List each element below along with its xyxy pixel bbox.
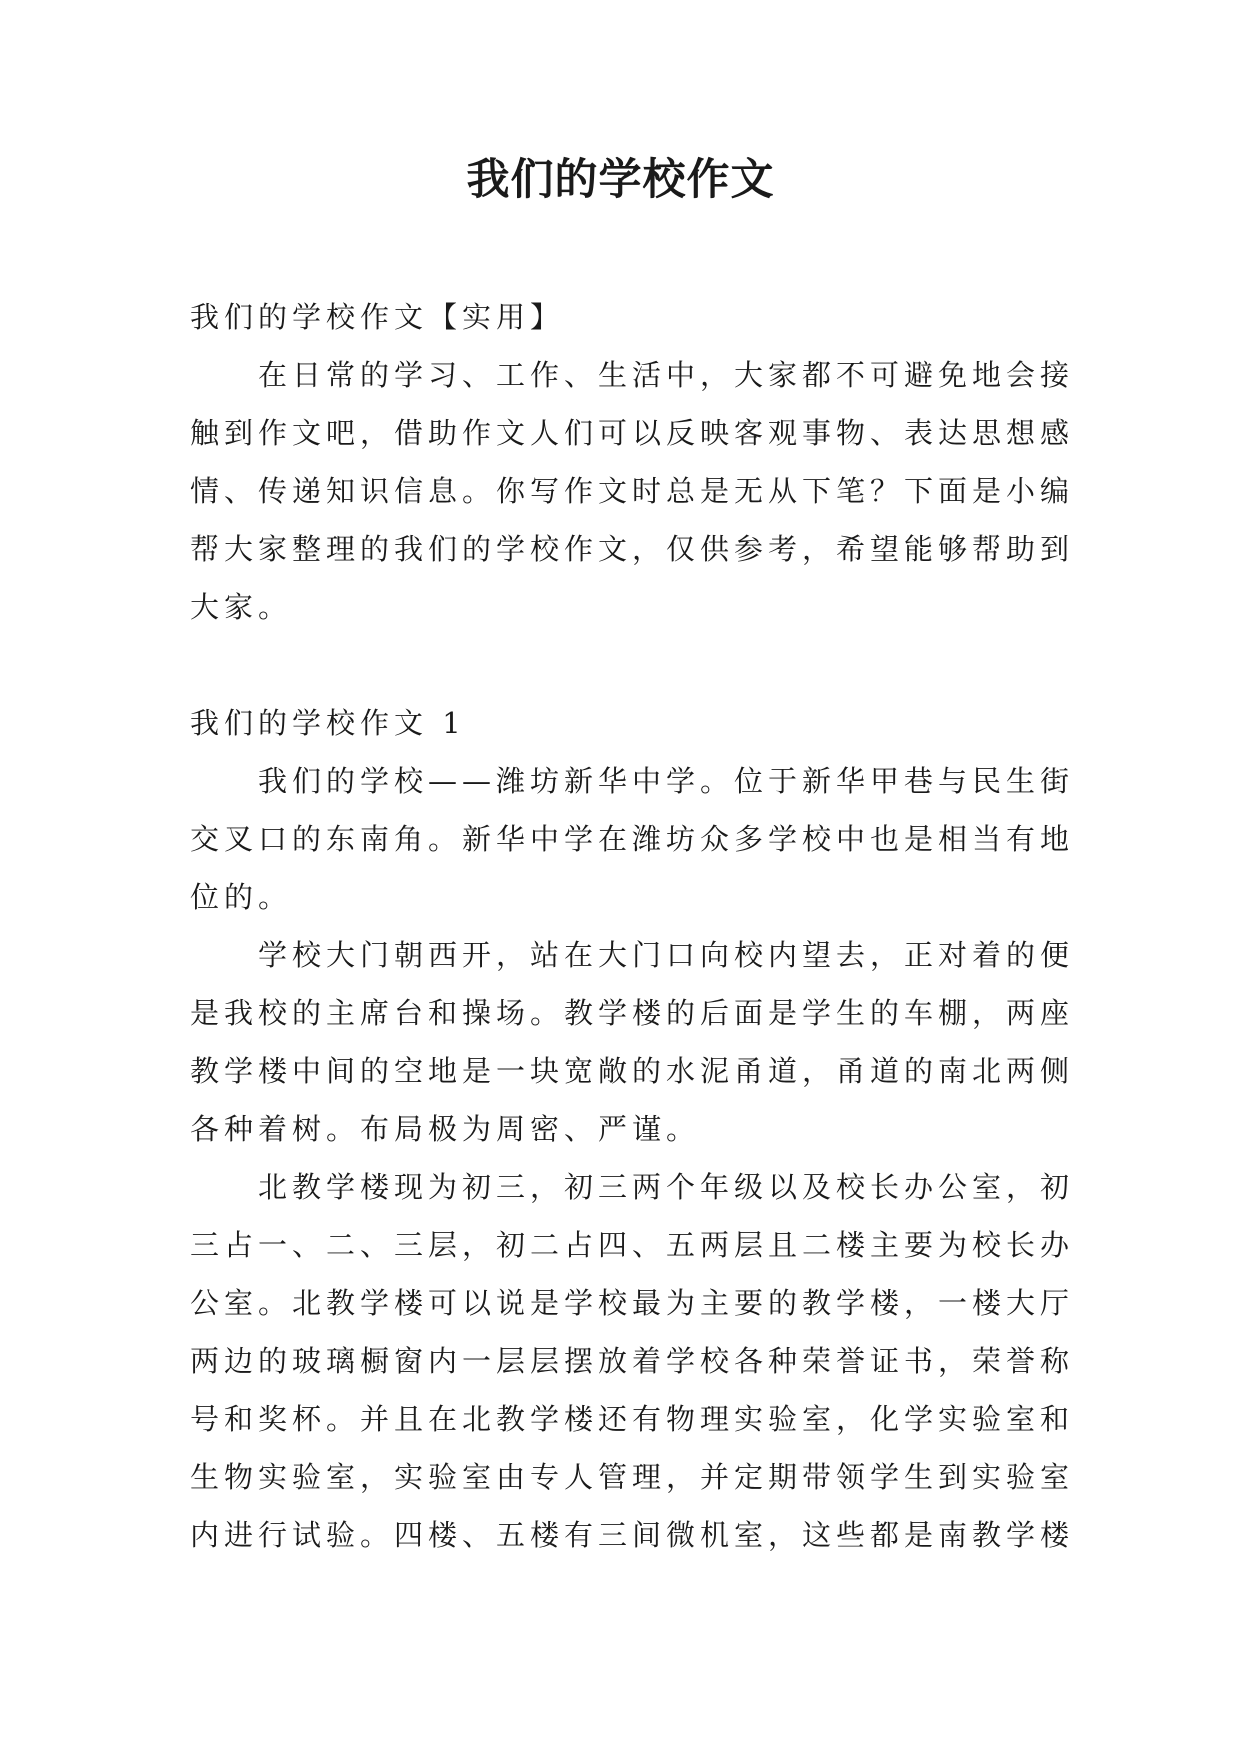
document-body [190,288,1075,1564]
paragraph-2 [190,926,1075,1158]
text-line: 帮大家整理的我们的学校作文，仅供参考，希望能够帮助到 [190,532,1075,566]
text-line: 三占一、二、三层，初二占四、五两层且二楼主要为校长办 [190,1228,1075,1262]
text-line: 情、传递知识信息。你写作文时总是无从下笔？下面是小编 [190,474,1075,508]
text-line: 北教学楼现为初三，初三两个年级以及校长办公室，初 [258,1170,1075,1204]
text-line: 触到作文吧，借助作文人们可以反映客观事物、表达思想感 [190,416,1075,450]
text-line: 在日常的学习、工作、生活中，大家都不可避免地会接 [258,358,1075,392]
text-line: 各种着树。布局极为周密、严谨。 [190,1112,701,1146]
text-line: 内进行试验。四楼、五楼有三间微机室，这些都是南教学楼 [190,1518,1075,1552]
paragraph-3 [190,1158,1075,1564]
text-line: 大家。 [190,590,293,624]
text-line: 位的。 [190,880,293,914]
text-line: 交叉口的东南角。新华中学在潍坊众多学校中也是相当有地 [190,822,1075,856]
intro-paragraph [190,346,1075,636]
text-line: 号和奖杯。并且在北教学楼还有物理实验室，化学实验室和 [190,1402,1075,1436]
document-title: 我们的学校作文 [466,155,775,205]
text-line: 我们的学校——潍坊新华中学。位于新华甲巷与民生街 [258,764,1075,798]
subtitle: 我们的学校作文【实用】 [190,300,565,334]
section-heading: 我们的学校作文 1 [190,706,466,740]
text-line: 两边的玻璃橱窗内一层层摆放着学校各种荣誉证书，荣誉称 [190,1344,1075,1378]
text-line: 公室。北教学楼可以说是学校最为主要的教学楼，一楼大厅 [190,1286,1075,1320]
paragraph-1 [190,752,1075,926]
text-line: 是我校的主席台和操场。教学楼的后面是学生的车棚，两座 [190,996,1075,1030]
text-line: 教学楼中间的空地是一块宽敞的水泥甬道，甬道的南北两侧 [190,1054,1075,1088]
text-line: 生物实验室，实验室由专人管理，并定期带领学生到实验室 [190,1460,1075,1494]
text-line: 学校大门朝西开，站在大门口向校内望去，正对着的便 [258,938,1075,972]
paragraph-spacer [190,636,1050,694]
